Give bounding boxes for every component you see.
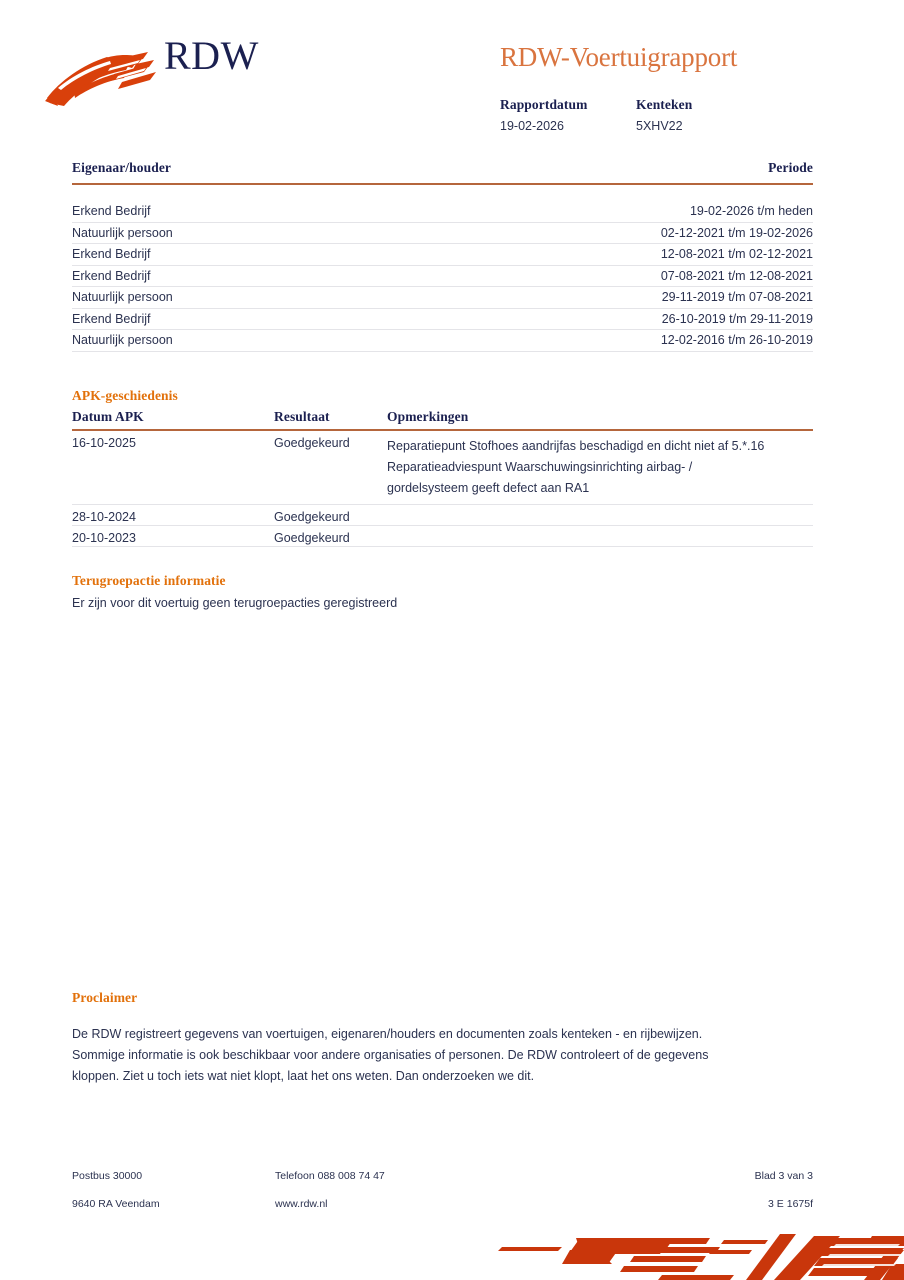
footer-address-line2: 9640 RA Veendam [72,1198,160,1210]
apk-result-cell: Goedgekeurd [274,510,350,524]
owner-holder-cell: Erkend Bedrijf [72,311,151,326]
owner-holder-cell: Erkend Bedrijf [72,268,151,283]
plate-label: Kenteken [636,97,693,112]
table-row [72,244,813,266]
apk-remark-line: Reparatiepunt Stofhoes aandrijfas beschadigd en dicht niet af 5.*.16 [387,439,765,453]
report-date-block [500,97,587,133]
table-row [72,526,813,547]
footer-row [72,1170,813,1198]
owner-holder-section [72,160,813,352]
table-row [72,431,813,505]
table-row [72,330,813,352]
proclaimer-section-title: Proclaimer [72,990,138,1005]
apk-result-cell: Goedgekeurd [274,531,350,545]
table-row [72,223,813,245]
proclaimer-line: De RDW registreert gegevens van voertuigen, eigenaren/houders en documenten zoals kenteken - en rijbewijzen. [72,1027,703,1041]
proclaimer-body [72,1024,817,1087]
owner-holder-cell: Natuurlijk persoon [72,290,173,305]
owner-table-body [72,201,813,352]
owner-holder-cell: Natuurlijk persoon [72,333,173,348]
recall-section-text: Er zijn voor dit voertuig geen terugroepacties geregistreerd [72,596,398,610]
rdw-feather-logo-icon [44,48,166,108]
period-column-header: Periode [768,160,813,175]
apk-result-cell: Goedgekeurd [274,436,350,450]
document-footer [72,1170,813,1226]
table-row [72,309,813,331]
owner-period-cell: 07-08-2021 t/m 12-08-2021 [660,268,813,283]
apk-result-column-header: Resultaat [274,409,330,424]
footer-address-line1: Postbus 30000 [72,1170,143,1182]
owner-holder-cell: Natuurlijk persoon [72,225,173,240]
page-title: RDW-Voertuigrapport [500,42,738,72]
footer-form-code: 3 E 1675f [768,1198,813,1210]
plate-block [636,97,692,133]
rdw-speed-stripes-graphic-icon [484,1220,904,1280]
apk-table-header [72,411,813,431]
report-date-label: Rapportdatum [500,97,588,112]
apk-section-title: APK-geschiedenis [72,388,178,403]
table-row [72,505,813,526]
owner-period-cell: 29-11-2019 t/m 07-08-2021 [661,290,813,305]
owner-period-cell: 12-08-2021 t/m 02-12-2021 [660,247,813,262]
apk-remark-line: gordelsysteem geeft defect aan RA1 [387,481,590,495]
owner-column-header: Eigenaar/houder [72,160,172,175]
rdw-logo [44,30,304,110]
owner-period-cell: 12-02-2016 t/m 26-10-2019 [660,333,813,348]
document-header [0,0,904,150]
owner-holder-cell: Erkend Bedrijf [72,247,151,262]
proclaimer-line: Sommige informatie is ook beschikbaar voor andere organisaties of personen. De RDW controleert of de gegevens [72,1048,709,1062]
footer-phone: Telefoon 088 008 74 47 [275,1170,385,1182]
recall-info-section [72,573,813,610]
owner-holder-cell: Erkend Bedrijf [72,204,151,219]
table-row [72,287,813,309]
table-row [72,266,813,288]
table-row [72,201,813,223]
recall-section-title: Terugroepactie informatie [72,573,226,588]
apk-date-column-header: Datum APK [72,409,144,424]
owner-period-cell: 26-10-2019 t/m 29-11-2019 [661,311,813,326]
proclaimer-line: kloppen. Ziet u toch iets wat niet klopt, laat het ons weten. Dan onderzoeken we dit. [72,1069,535,1083]
footer-website: www.rdw.nl [275,1198,328,1210]
footer-page-number: Blad 3 van 3 [754,1170,813,1182]
apk-history-section [72,388,813,547]
footer-row [72,1198,813,1226]
apk-date-cell: 28-10-2024 [72,510,136,524]
report-date-value: 19-02-2026 [500,119,564,133]
apk-remarks-cell [387,436,813,499]
owner-period-cell: 19-02-2026 t/m heden [689,204,813,219]
apk-date-cell: 16-10-2025 [72,436,136,450]
rdw-wordmark: RDW [164,33,259,78]
apk-remarks-column-header: Opmerkingen [387,409,469,424]
apk-date-cell: 20-10-2023 [72,531,136,545]
owner-table-header [72,160,813,185]
proclaimer-section [72,990,817,1087]
apk-remark-line: Reparatieadviespunt Waarschuwingsinrichting airbag- / [387,460,693,474]
owner-period-cell: 02-12-2021 t/m 19-02-2026 [660,225,813,240]
plate-value: 5XHV22 [636,119,683,133]
